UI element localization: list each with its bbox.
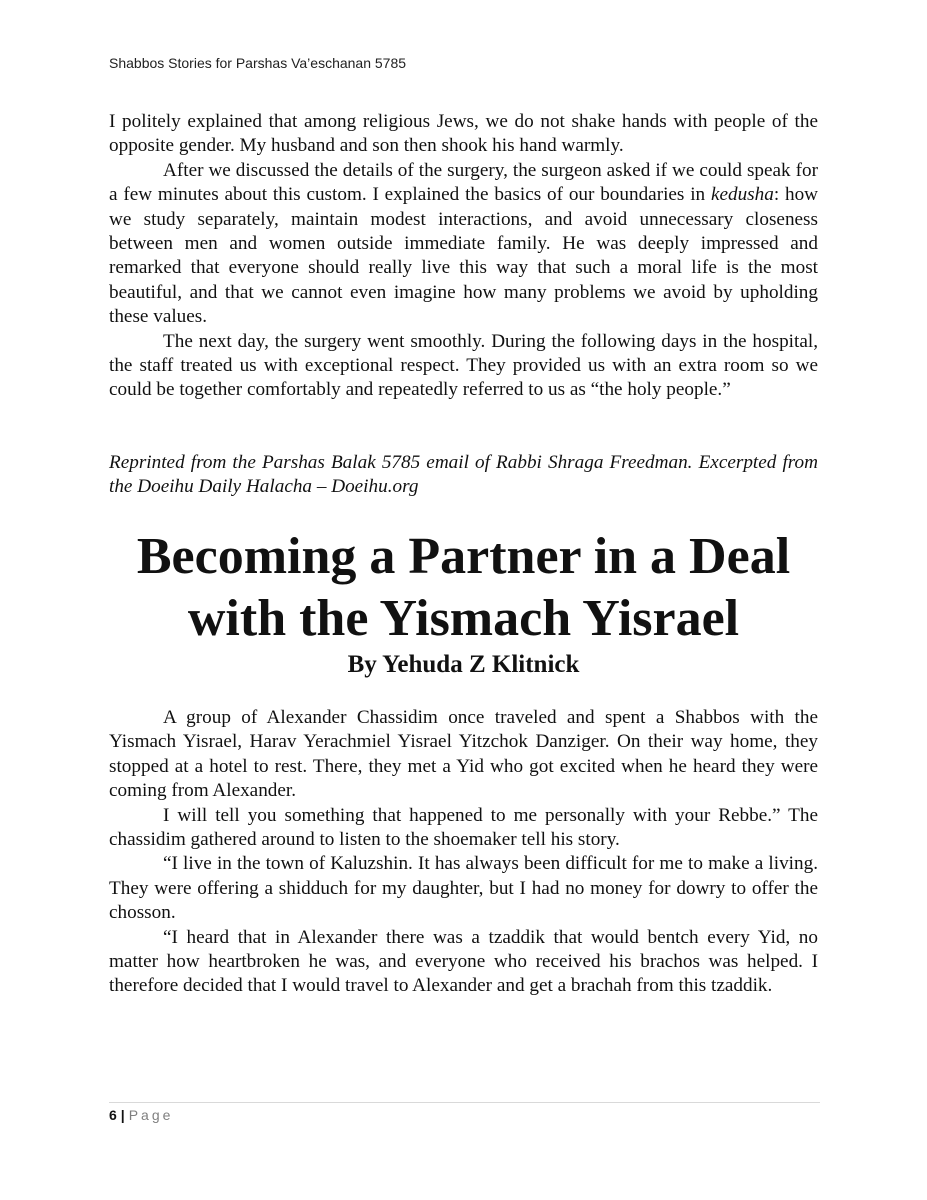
paragraph — [109, 159, 818, 330]
paragraph: The next day, the surgery went smoothly. During the following days in the hospital, the staff treated us with exceptional respect. They provided us with an extra room so we could be together comfortably and repeatedly referred to us as “the holy people.” — [109, 330, 818, 401]
article-title — [60, 526, 867, 650]
paragraph: I will tell you something that happened to me personally with your Rebbe.” The chassidim gathered around to listen to the shoemaker tell his story. — [109, 804, 818, 851]
footer-separator: | — [120, 1107, 125, 1123]
paragraph-text: After we discussed the details of the surgery, the surgeon asked if we could speak for a few minutes about this custom. I explained the basics of our boundaries in — [109, 159, 818, 206]
paragraph: I politely explained that among religious Jews, we do not shake hands with people of the opposite gender. My husband and son then shook his hand warmly. — [109, 111, 818, 157]
byline: By Yehuda Z Klitnick — [347, 651, 580, 678]
previous-story-text — [109, 110, 818, 403]
paragraph: “I live in the town of Kaluzshin. It has always been difficult for me to make a living. They were offering a shidduch for my daughter, but I had no money for dowry to offer the chosson. — [109, 853, 818, 924]
italic-term: kedusha — [710, 184, 774, 206]
paragraph: A group of Alexander Chassidim once traveled and spent a Shabbos with the Yismach Yisrael, Harav Yerachmiel Yisrael Yitzchok Danziger. On their way home, they stopped at a hotel to rest. There, they met a Yid who got excited when he heard they were coming from Alexander. — [109, 707, 818, 802]
article-title-line: with the Yismach Yisrael — [187, 590, 740, 647]
source-credit: Reprinted from the Parshas Balak 5785 email of Rabbi Shraga Freedman. Excerpted from the Doeihu Daily Halacha – Doeihu.org — [109, 452, 818, 498]
footer-divider — [109, 1102, 820, 1103]
page-label: Page — [128, 1107, 174, 1123]
running-header: Shabbos Stories for Parshas Va’eschanan 5785 — [109, 55, 407, 71]
article-title-line: Becoming a Partner in a Deal — [136, 528, 791, 585]
page-number: 6 — [109, 1107, 117, 1123]
article-body — [109, 706, 818, 999]
paragraph-text: : how we study separately, maintain modest interactions, and avoid unnecessary closeness between men and women outside immediate family. He was deeply impressed and remarked that everyone should really live this way that such a moral life is the most beautiful, and that we cannot even imagine how many problems we avoid by upholding these values. — [109, 184, 819, 328]
paragraph: “I heard that in Alexander there was a tzaddik that would bentch every Yid, no matter how heartbroken he was, and everyone who received his brachos was helped. I therefore decided that I would travel to Alexander and get a brachah from this tzaddik. — [109, 926, 818, 997]
page-footer — [109, 1107, 173, 1123]
